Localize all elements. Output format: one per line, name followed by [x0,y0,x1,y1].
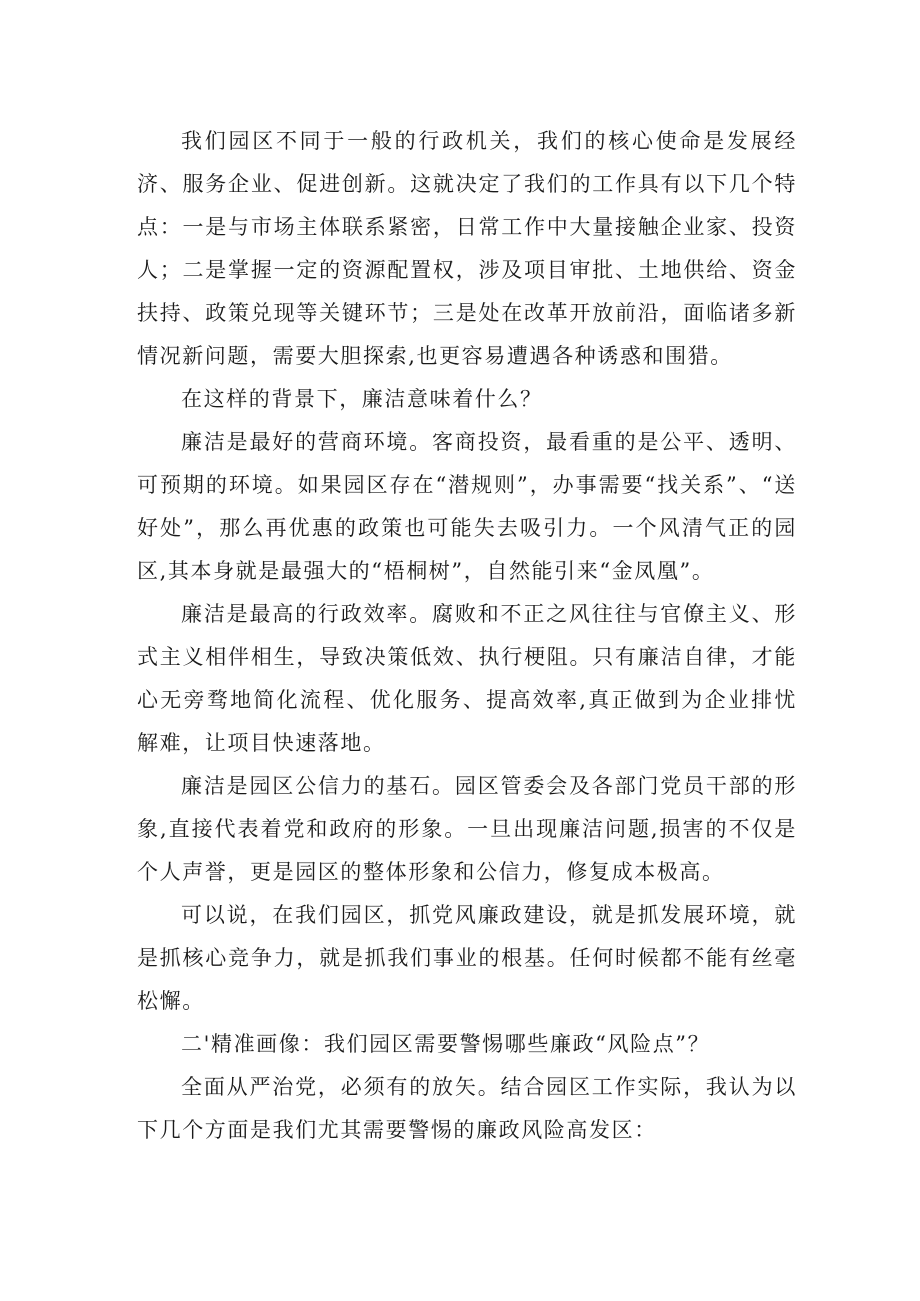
paragraph-administrative-efficiency: 廉洁是最高的行政效率。腐败和不正之风往往与官僚主义、形式主义相伴相生，导致决策低效、执行梗阻。只有廉洁自律，才能心无旁骛地简化流程、优化服务、提高效率,真正做到为企业排忧解难，让项目快速落地。 [137,602,797,755]
paragraph-risk-intro: 全面从严治党，必须有的放矢。结合园区工作实际，我认为以下几个方面是我们尤其需要警惕的廉政风险高发区： [137,1075,797,1142]
paragraph-integrity-question: 在这样的背景下，廉洁意味着什么？ [181,387,543,411]
section-heading-risk-points: 二'精准画像：我们园区需要警惕哪些廉政“风险点”？ [181,1032,711,1056]
document-body [137,120,797,1152]
paragraph-park-mission: 我们园区不同于一般的行政机关，我们的核心使命是发展经济、服务企业、促进创新。这就决定了我们的工作具有以下几个特点：一是与市场主体联系紧密，日常工作中大量接触企业家、投资人；二是掌握一定的资源配置权，涉及项目审批、土地供给、资金扶持、政策兑现等关键环节；三是处在改革开放前沿，面临诸多新情况新问题，需要大胆探索,也更容易遭遇各种诱惑和围猎。 [137,129,797,368]
paragraph-business-environment: 廉洁是最好的营商环境。客商投资，最看重的是公平、透明、可预期的环境。如果园区存在“潜规则”，办事需要“找关系”、“送好处”，那么再优惠的政策也可能失去吸引力。一个风清气正的园区,其本身就是最强大的“梧桐树”，自然能引来“金凤凰”。 [137,430,797,583]
paragraph-conclusion: 可以说，在我们园区，抓党风廉政建设，就是抓发展环境，就是抓核心竞争力，就是抓我们事业的根基。任何时候都不能有丝毫松懈。 [137,903,797,1013]
paragraph-credibility-foundation: 廉洁是园区公信力的基石。园区管委会及各部门党员干部的形象,直接代表着党和政府的形象。一旦出现廉洁问题,损害的不仅是个人声誉，更是园区的整体形象和公信力，修复成本极高。 [137,774,797,884]
